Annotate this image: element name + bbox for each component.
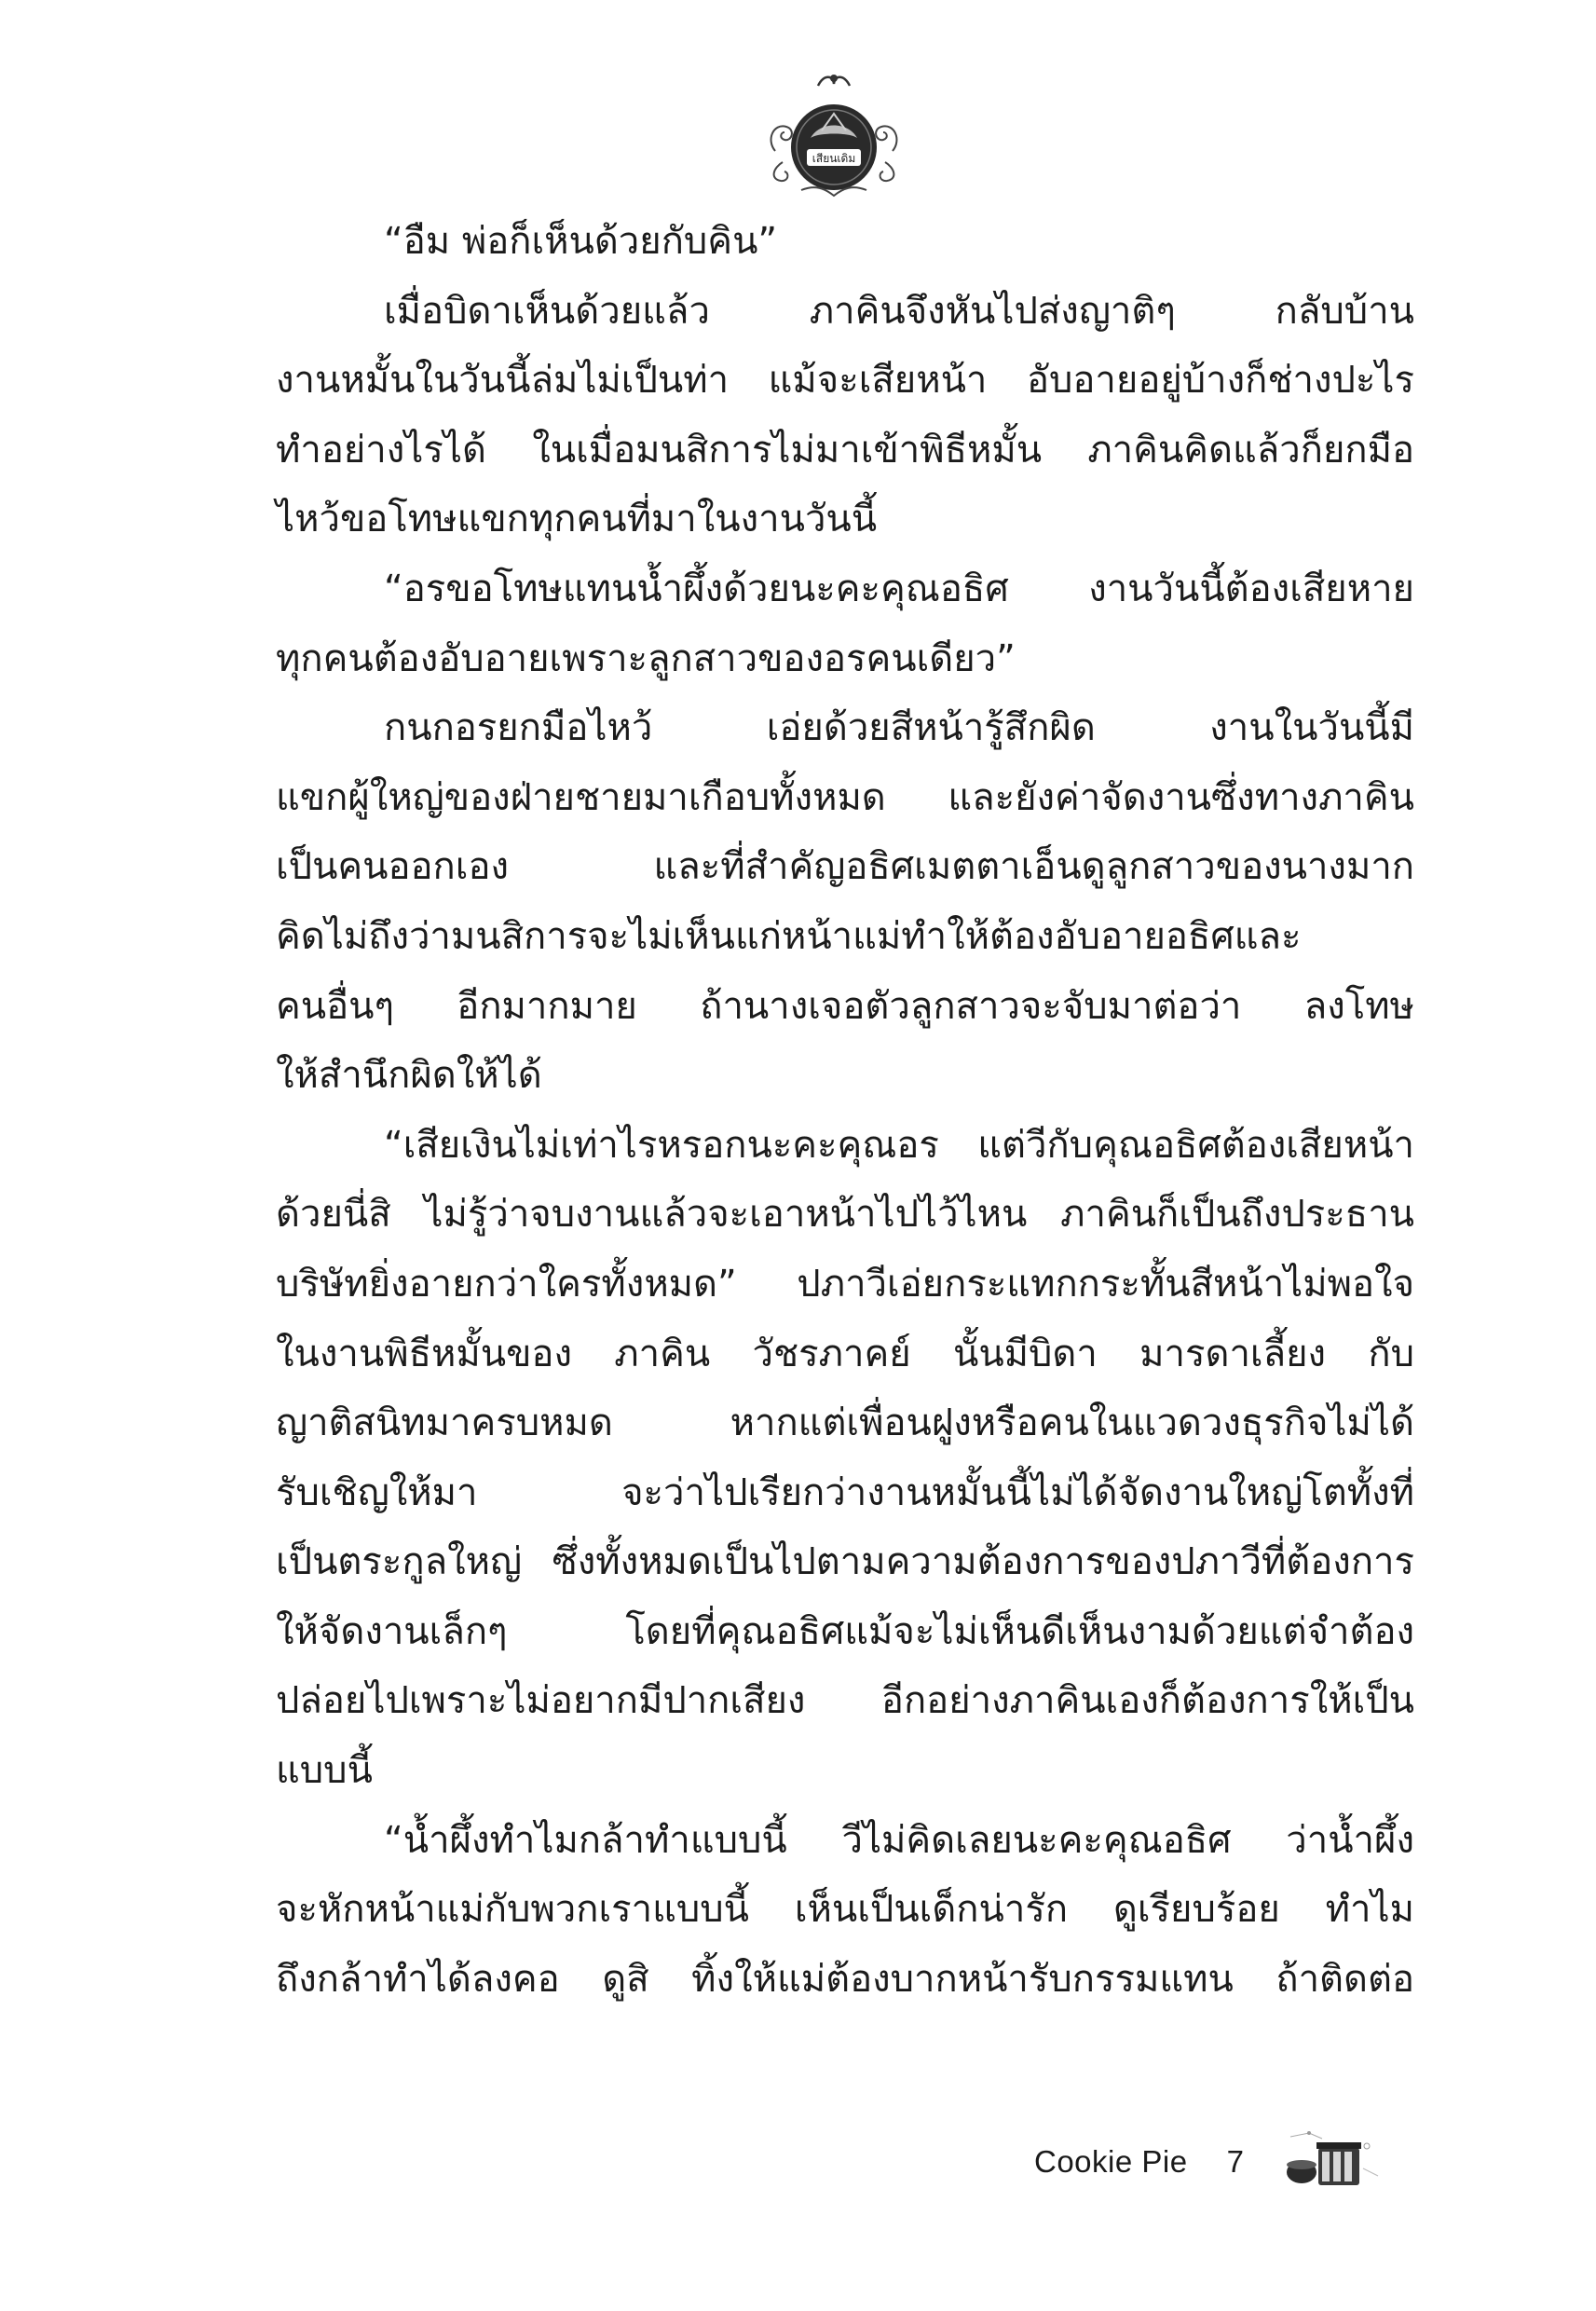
text-line: เมื่อบิดาเห็นด้วยแล้ว ภาคินจึงหันไปส่งญาติๆ กลับบ้าน (384, 289, 1414, 333)
story-text (276, 207, 1414, 2014)
page-number: 7 (1226, 2144, 1244, 2179)
emblem-text: เสียนเดิม (812, 152, 856, 165)
text-line: “เสียเงินไม่เท่าไรหรอกนะคะคุณอร แต่วีกับคุณอธิศต้องเสียหน้า (384, 1123, 1414, 1167)
text-line: งานหมั้นในวันนี้ล่มไม่เป็นท่า แม้จะเสียหน้า อับอายอยู่บ้างก็ช่างปะไร (276, 359, 1414, 403)
text-line: ถึงกล้าทำได้ลงคอ ดูสิ ทิ้งให้แม่ต้องบากหน้ารับกรรมแทน ถ้าติดต่อ (276, 1957, 1414, 2001)
text-line: แบบนี้ (276, 1749, 373, 1793)
text-line: ให้จัดงานเล็กๆ โดยที่คุณอธิศแม้จะไม่เห็นดีเห็นงามด้วยแต่จำต้อง (276, 1609, 1414, 1653)
text-line: คนอื่นๆ อีกมากมาย ถ้านางเจอตัวลูกสาวจะจับมาต่อว่า ลงโทษ (276, 984, 1414, 1028)
page-footer (1034, 2134, 1384, 2190)
text-line: เป็นคนออกเอง และที่สำคัญอธิศเมตตาเอ็นดูลูกสาวของนางมาก (276, 845, 1414, 889)
text-line: “น้ำผึ้งทำไมกล้าทำแบบนี้ วีไม่คิดเลยนะคะคุณอธิศ ว่าน้ำผึ้ง (384, 1818, 1414, 1862)
text-line: บริษัทยิ่งอายกว่าใครทั้งหมด” ปภาวีเอ่ยกระแทกกระทั้นสีหน้าไม่พอใจ (276, 1262, 1414, 1306)
text-line: ในงานพิธีหมั้นของ ภาคิน วัชรภาคย์ นั้นมีบิดา มารดาเลี้ยง กับ (276, 1332, 1414, 1375)
publisher-brand: Cookie Pie (1034, 2144, 1188, 2179)
text-line: ปล่อยไปเพราะไม่อยากมีปากเสียง อีกอย่างภาคินเองก็ต้องการให้เป็น (276, 1679, 1414, 1723)
text-line: แขกผู้ใหญ่ของฝ่ายชายมาเกือบทั้งหมด และยังค่าจัดงานซึ่งทางภาคิน (276, 775, 1414, 819)
text-line: ญาติสนิทมาครบหมด หากแต่เพื่อนฝูงหรือคนในแวดวงธุรกิจไม่ได้ (276, 1402, 1414, 1445)
text-line: รับเชิญให้มา จะว่าไปเรียกว่างานหมั้นนี้ไม่ได้จัดงานใหญ่โตทั้งที่ (276, 1470, 1414, 1514)
bakery-oven-icon (1281, 2129, 1384, 2195)
text-line: จะหักหน้าแม่กับพวกเราแบบนี้ เห็นเป็นเด็กน่ารัก ดูเรียบร้อย ทำไม (276, 1888, 1414, 1932)
text-line: “อรขอโทษแทนน้ำผึ้งด้วยนะคะคุณอธิศ งานวันนี้ต้องเสียหาย (384, 567, 1414, 610)
text-line: ด้วยนี่สิ ไม่รู้ว่าจบงานแล้วจะเอาหน้าไปไว้ไหน ภาคินก็เป็นถึงประธาน (276, 1193, 1414, 1237)
text-line: ทุกคนต้องอับอายเพราะลูกสาวของอรคนเดียว” (276, 636, 1016, 680)
text-line: กนกอรยกมือไหว้ เอ่ยด้วยสีหน้ารู้สึกผิด งานในวันนี้มี (384, 706, 1414, 750)
text-line: ทำอย่างไรได้ ในเมื่อมนสิการไม่มาเข้าพิธีหมั้น ภาคินคิดแล้วก็ยกมือ (276, 428, 1414, 472)
text-line: ให้สำนึกผิดให้ได้ (276, 1054, 542, 1098)
ornamental-emblem-icon (764, 65, 904, 205)
text-line: “อืม พ่อก็เห็นด้วยกับคิน” (384, 220, 778, 263)
text-line: คิดไม่ถึงว่ามนสิการจะไม่เห็นแก่หน้าแม่ทำให้ต้องอับอายอธิศและ (276, 914, 1302, 958)
text-line: ไหว้ขอโทษแขกทุกคนที่มาในงานวันนี้ (276, 498, 878, 541)
text-line: เป็นตระกูลใหญ่ ซึ่งทั้งหมดเป็นไปตามความต้องการของปภาวีที่ต้องการ (276, 1540, 1414, 1584)
